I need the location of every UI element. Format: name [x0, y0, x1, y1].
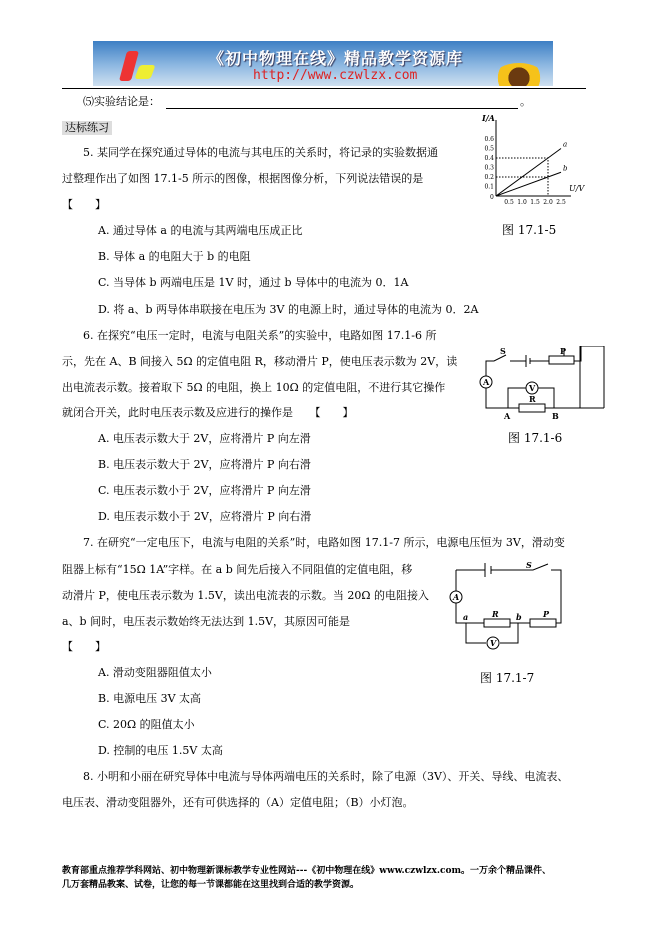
q5-option: A. 通过导体 a 的电流与其两端电压成正比: [98, 224, 303, 237]
ammeter-label: A: [483, 377, 490, 387]
banner-url: http://www.czwlzx.com: [253, 68, 418, 83]
terminal-b: B: [552, 411, 559, 421]
label-p: P: [560, 346, 567, 356]
q7-option: B. 电源电压 3V 太高: [98, 692, 202, 705]
label-r: R: [492, 609, 499, 619]
q5-line: 5. 某同学在探究通过导体的电流与其电压的关系时，将记录的实验数据通: [83, 146, 438, 159]
q6-option: A. 电压表示数大于 2V，应将滑片 P 向左滑: [98, 432, 311, 445]
label-p: P: [543, 609, 550, 619]
x-axis-label: U/V: [569, 184, 585, 193]
header-banner: [93, 41, 553, 86]
q7-option: A. 滑动变阻器阻值太小: [98, 666, 212, 679]
q6-line: 6. 在探究“电压一定时，电流与电阻关系”的实验中，电路如图 17.1-6 所: [83, 329, 437, 342]
conclusion-label: ⑸实验结论是：: [83, 95, 160, 108]
y-tick-label: 0.6: [484, 136, 494, 143]
q8-line: 8. 小明和小丽在研究导体中电流与导体两端电压的关系时，除了电源（3V）、开关、导线、电流表、: [83, 770, 569, 783]
section-tag: 达标练习: [62, 121, 112, 135]
y-tick-label: 0.4: [484, 155, 494, 162]
q7-line: 【 】: [62, 640, 106, 653]
q6-option: B. 电压表示数大于 2V，应将滑片 P 向右滑: [98, 458, 311, 471]
q8-line: 电压表、滑动变阻器外，还有可供选择的（A）定值电阻；（B）小灯泡。: [62, 796, 414, 809]
voltmeter-label: V: [490, 638, 497, 648]
figure-caption: 图 17.1-6: [508, 431, 563, 445]
q6-option: C. 电压表示数小于 2V，应将滑片 P 向左滑: [98, 484, 311, 497]
conclusion-end: 。: [520, 95, 531, 108]
circuit-diagram-17-1-7: [448, 560, 568, 656]
sunflower-image: [493, 63, 545, 86]
x-tick-label: 1.5: [530, 199, 540, 206]
series-label-a: a: [563, 140, 568, 149]
q5-line: 【 】: [62, 198, 106, 211]
series-label-b: b: [563, 164, 568, 173]
series-line-a: [496, 149, 561, 197]
origin-label: 0: [490, 194, 494, 201]
x-tick-label: 1.0: [517, 199, 527, 206]
voltmeter-label: V: [529, 383, 536, 393]
y-tick-label: 0.5: [484, 145, 494, 153]
circuit-diagram-17-1-6: [474, 346, 614, 421]
figure-caption: 图 17.1-5: [502, 223, 557, 237]
logo-icon-secondary: [134, 65, 155, 79]
footer-line: 教育部重点推荐学科网站、初中物理新课标教学专业性网站---《初中物理在线》www.czwlzx.com。一万余个精品课件、: [62, 866, 552, 876]
x-tick-label: 2.0: [543, 199, 553, 206]
q7-option: C. 20Ω 的阻值太小: [98, 718, 195, 731]
q6-option: D. 电压表示数小于 2V，应将滑片 P 向右滑: [98, 510, 312, 523]
y-tick-label: 0.1: [484, 183, 494, 191]
y-axis-label: I/A: [482, 113, 495, 123]
q7-line: a、b 间时，电压表示数始终无法达到 1.5V，其原因可能是: [62, 615, 351, 628]
q6-line: 示，先在 A、B 间接入 5Ω 的定值电阻 R，移动滑片 P，使电压表示数为 2V，读: [62, 355, 458, 368]
y-tick-label: 0.3: [484, 164, 494, 172]
q7-line: 动滑片 P，使电压表示数为 1.5V，读出电流表的示数。当 20Ω 的电阻接入: [62, 589, 429, 602]
q6-line: 出电流表示数。接着取下 5Ω 的电阻，换上 10Ω 的定值电阻，不进行其它操作: [62, 381, 446, 394]
y-tick-label: 0.2: [484, 174, 494, 181]
figure-caption: 图 17.1-7: [480, 671, 535, 685]
ammeter-label: A: [453, 592, 460, 602]
x-tick-label: 2.5: [556, 199, 566, 206]
terminal-b: b: [516, 612, 522, 622]
q5-option: C. 当导体 b 两端电压是 1V 时，通过 b 导体中的电流为 0．1A: [98, 276, 409, 289]
label-r: R: [529, 394, 536, 404]
q7-line: 7. 在研究“一定电压下，电流与电阻的关系”时，电路如图 17.1-7 所示，电源电压恒为 3V，滑动变: [83, 536, 565, 549]
q7-line: 阻器上标有“15Ω 1A”字样。在 a b 间先后接入不同阻值的定值电阻，移: [62, 563, 413, 576]
iu-graph: [474, 112, 594, 212]
q5-option: B. 导体 a 的电阻大于 b 的电阻: [98, 250, 251, 263]
conclusion-blank: [166, 108, 518, 109]
header-rule: [62, 88, 586, 89]
q6-line: 就闭合开关，此时电压表示数及应进行的操作是 【 】: [62, 406, 354, 419]
label-s: S: [526, 560, 532, 570]
banner-title: 《初中物理在线》精品教学资源库: [208, 49, 464, 68]
q5-line: 过整理作出了如图 17.1-5 所示的图像，根据图像分析，下列说法错误的是: [62, 172, 424, 185]
terminal-a: a: [463, 612, 469, 622]
x-tick-label: 0.5: [504, 199, 514, 206]
footer-line: 几万套精品教案、试卷，让您的每一节课都能在这里找到合适的教学资源。: [62, 880, 360, 890]
q5-option: D. 将 a、b 两导体串联接在电压为 3V 的电源上时，通过导体的电流为 0．2A: [98, 303, 479, 316]
q7-option: D. 控制的电压 1.5V 太高: [98, 744, 223, 757]
label-s: S: [500, 346, 506, 356]
series-line-b: [496, 172, 561, 196]
terminal-a: A: [504, 411, 511, 421]
